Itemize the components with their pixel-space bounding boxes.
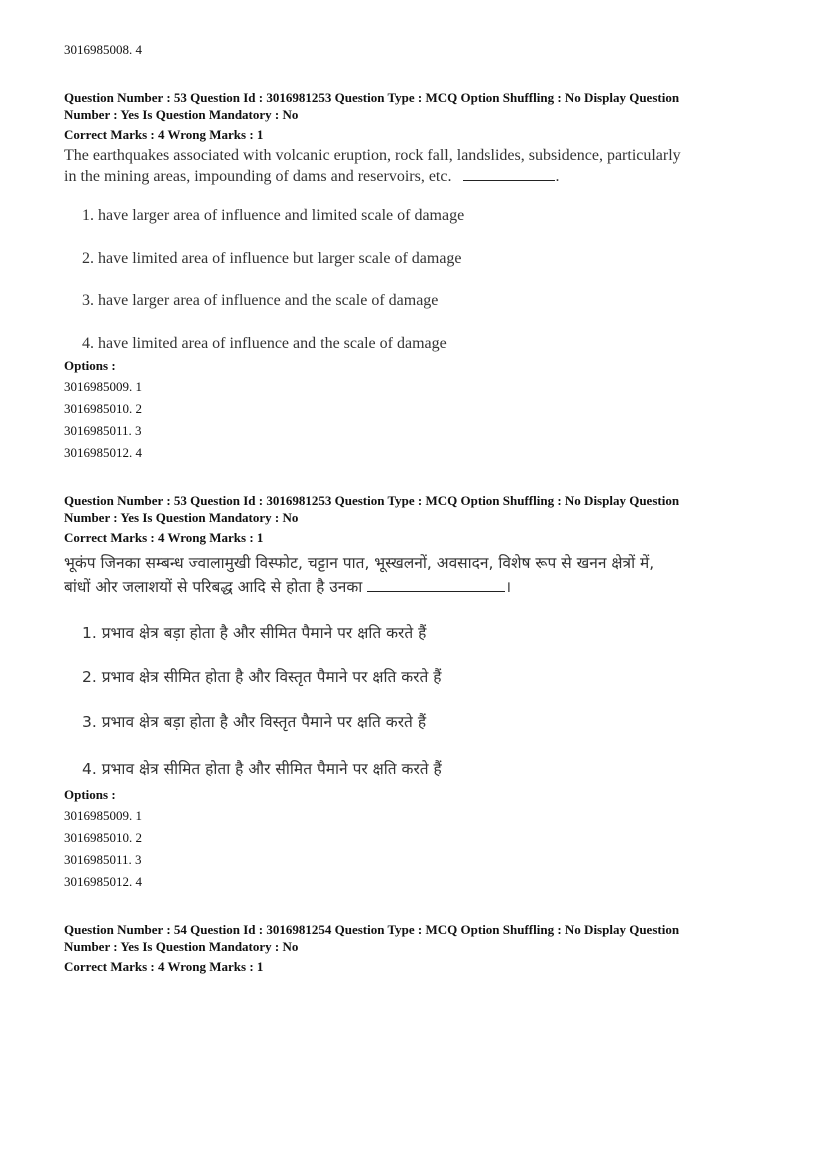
- question-text-part: in the mining areas, impounding of dams and reservoirs, etc.: [64, 168, 452, 185]
- answer-choice: 4. प्रभाव क्षेत्र सीमित होता है और सीमित पैमाने पर क्षति करते हैं: [82, 760, 442, 778]
- answer-choice: 4. have limited area of influence and the scale of damage: [82, 335, 447, 352]
- option-id-line: 3016985011. 3: [64, 423, 142, 438]
- question-meta-line: Question Number : 53 Question Id : 3016981253 Question Type : MCQ Option Shuffling : No Display Question: [64, 90, 680, 105]
- answer-choice: 1. प्रभाव क्षेत्र बड़ा होता है और सीमित पैमाने पर क्षति करते हैं: [82, 624, 427, 642]
- question-text-line: [64, 575, 804, 599]
- question-end-punct: ।: [505, 578, 512, 596]
- options-label: Options :: [64, 358, 116, 373]
- answer-blank: [367, 591, 505, 592]
- options-label: Options :: [64, 787, 116, 802]
- previous-option-line: 3016985008. 4: [64, 42, 142, 57]
- question-text-line: भूकंप जिनका सम्बन्ध ज्वालामुखी विस्फोट, चट्टान पात, भूस्खलनों, अवसादन, विशेष रूप से खनन क्षेत्रों में,: [64, 554, 655, 572]
- answer-choice: 3. प्रभाव क्षेत्र बड़ा होता है और विस्तृत पैमाने पर क्षति करते हैं: [82, 713, 427, 731]
- option-id-line: 3016985010. 2: [64, 830, 142, 845]
- question-text: [64, 145, 804, 187]
- answer-choice: 1. have larger area of influence and limited scale of damage: [82, 207, 465, 224]
- marks-line: Correct Marks : 4 Wrong Marks : 1: [64, 959, 264, 974]
- option-id-line: 3016985012. 4: [64, 874, 142, 889]
- question-meta-line: Number : Yes Is Question Mandatory : No: [64, 510, 299, 525]
- answer-choice: 3. have larger area of influence and the scale of damage: [82, 292, 439, 309]
- question-meta-line: Number : Yes Is Question Mandatory : No: [64, 107, 299, 122]
- question-text-line: [64, 166, 804, 187]
- option-id-line: 3016985010. 2: [64, 401, 142, 416]
- answer-choice: 2. प्रभाव क्षेत्र सीमित होता है और विस्तृत पैमाने पर क्षति करते हैं: [82, 668, 442, 686]
- question-end-punct: .: [555, 168, 560, 185]
- option-id-line: 3016985012. 4: [64, 445, 142, 460]
- answer-blank: [463, 180, 555, 181]
- answer-choice: 2. have limited area of influence but larger scale of damage: [82, 250, 462, 267]
- question-text-part: बांधों ओर जलाशयों से परिबद्ध आदि से होता है उनका: [64, 578, 363, 596]
- question-meta-line: Question Number : 54 Question Id : 3016981254 Question Type : MCQ Option Shuffling : No Display Question: [64, 922, 680, 937]
- question-text: [64, 551, 804, 599]
- question-text-line: The earthquakes associated with volcanic eruption, rock fall, landslides, subsidence, particularly: [64, 147, 681, 164]
- option-id-line: 3016985011. 3: [64, 852, 142, 867]
- marks-line: Correct Marks : 4 Wrong Marks : 1: [64, 127, 264, 142]
- question-meta-line: Number : Yes Is Question Mandatory : No: [64, 939, 299, 954]
- option-id-line: 3016985009. 1: [64, 379, 142, 394]
- question-meta-line: Question Number : 53 Question Id : 3016981253 Question Type : MCQ Option Shuffling : No Display Question: [64, 493, 680, 508]
- option-id-line: 3016985009. 1: [64, 808, 142, 823]
- marks-line: Correct Marks : 4 Wrong Marks : 1: [64, 530, 264, 545]
